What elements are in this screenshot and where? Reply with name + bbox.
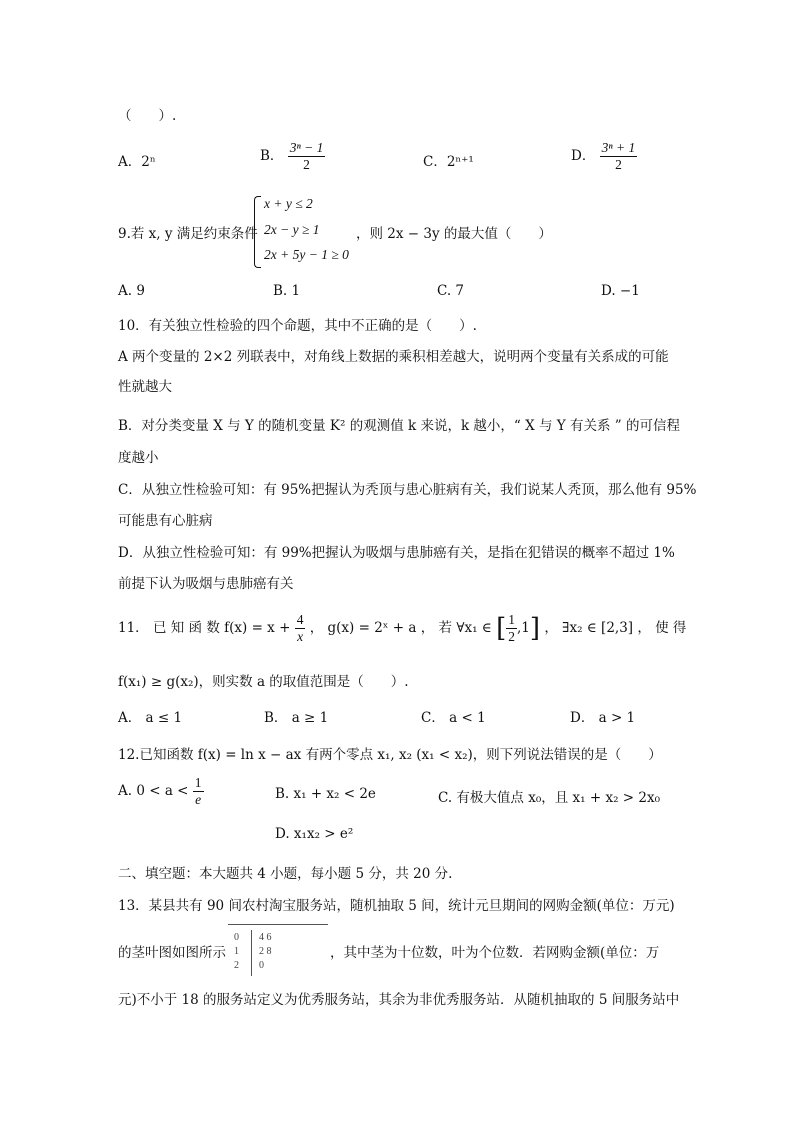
stem-0: 0 — [234, 932, 239, 943]
q10-option-c-line1: C．从独立性检验可知：有 95%把握认为秃顶与患心脏病有关，我们说某人秃顶，那么他有 95% — [118, 482, 697, 498]
q11-half-denominator: 2 — [508, 629, 515, 644]
q12-option-c: C. 有极大值点 x₀，且 x₁ + x₂ > 2x₀ — [438, 790, 660, 806]
q11-f-fraction — [295, 612, 306, 645]
q12-option-a-fraction — [193, 775, 204, 808]
q9-constraint-brace — [254, 196, 261, 268]
q8-answer-paren: （ ）. — [118, 108, 177, 124]
q11-option-c: C． a < 1 — [421, 710, 486, 726]
q8-option-b-label: B． — [260, 148, 284, 164]
q10-option-a-line1: A 两个变量的 2×2 列联表中，对角线上数据的乘积相差越大，说明两个变量有关系成的可能 — [118, 349, 669, 365]
q10-option-b-line2: 度越小 — [118, 450, 159, 466]
q12-option-a — [118, 775, 204, 808]
stem-leaf-plot — [228, 924, 328, 976]
section-2-heading: 二、填空题：本大题共 4 小题，每小题 5 分，共 20 分. — [118, 866, 453, 882]
q8-option-d-label: D． — [571, 148, 596, 164]
q8-option-c: C．2ⁿ⁺¹ — [423, 154, 474, 170]
q8-option-d — [571, 140, 637, 173]
q12-option-a-label: A. 0 < a < — [118, 783, 189, 799]
q11-option-d: D． a > 1 — [570, 710, 636, 726]
leaves-1: 2 8 — [259, 946, 272, 957]
q9-option-d: D. −1 — [601, 283, 640, 299]
q11-f-def: 11． 已 知 函 数 f(x) = x + — [118, 620, 291, 636]
q8-option-a: A．2ⁿ — [118, 154, 156, 170]
q9-option-b: B. 1 — [273, 283, 301, 299]
q9-constraint-3: 2x + 5y − 1 ≥ 0 — [264, 247, 349, 262]
q9-constraint-1: x + y ≤ 2 — [264, 196, 313, 211]
q11-option-a: A． a ≤ 1 — [118, 710, 183, 726]
q11-interval-end: ,1 — [517, 620, 530, 636]
q9-constraint-2: 2x − y ≥ 1 — [264, 222, 320, 237]
q10-stem: 10．有关独立性检验的四个命题，其中不正确的是（ ）. — [118, 318, 477, 334]
stem-leaf-divider — [251, 930, 252, 976]
q9-lead: 9.若 x, y 满足约束条件 — [118, 226, 258, 242]
q10-option-d-line2: 前提下认为吸烟与患肺癌有关 — [118, 576, 294, 592]
q10-option-a-line2: 性就越大 — [118, 379, 172, 395]
q11-option-b: B． a ≥ 1 — [264, 710, 329, 726]
stem-leaf-top-rule — [228, 924, 328, 925]
q10-option-d-line1: D．从独立性检验可知：有 99%把握认为吸烟与患肺癌有关，是指在犯错误的概率不超过 1% — [118, 545, 675, 561]
q11-f-numerator: 4 — [296, 612, 304, 627]
q10-option-b-line1: B．对分类变量 X 与 Y 的随机变量 K² 的观测值 k 来说，k 越小，“ X 与 Y 有关系 ” 的可信程 — [118, 418, 680, 434]
q11-exists-clause: ， ∃x₂ ∈ [2,3] ， 使 得 — [544, 620, 687, 636]
q8-option-d-numerator: 3ⁿ + 1 — [601, 140, 636, 155]
q13-line3: 元)不小于 18 的服务站定义为优秀服务站，其余为非优秀服务站．从随机抽取的 5 间服务站中 — [118, 992, 680, 1008]
q11-g-def: ， g(x) = 2ˣ + a ， 若 ∀x₁ ∈ — [309, 620, 492, 636]
q9-option-c: C. 7 — [437, 283, 465, 299]
q8-option-b-fraction — [288, 140, 326, 173]
q10-option-c-line2: 可能患有心脏病 — [118, 513, 213, 529]
q8-option-b-numerator: 3ⁿ − 1 — [289, 140, 324, 155]
q8-option-d-fraction — [600, 140, 638, 173]
q9-option-a: A. 9 — [118, 283, 145, 299]
q11-half-fraction — [506, 612, 517, 645]
q9-tail: ，则 2x − 3y 的最大值（ ） — [356, 226, 552, 242]
q8-option-b — [260, 140, 325, 173]
q12-stem: 12.已知函数 f(x) = ln x − ax 有两个零点 x₁, x₂ (x₁ < x₂)，则下列说法错误的是（ ） — [118, 747, 662, 763]
q13-line2-end: ，其中茎为十位数，叶为个位数．若网购金额(单位：万 — [330, 945, 660, 961]
q8-option-b-denominator: 2 — [303, 157, 310, 172]
q12-option-b: B. x₁ + x₂ < 2e — [275, 786, 376, 802]
leaves-2: 0 — [259, 960, 264, 971]
q11-line1 — [118, 612, 686, 645]
q11-right-bracket: ] — [529, 613, 541, 644]
stem-1: 1 — [234, 946, 239, 957]
q11-half-numerator: 1 — [508, 612, 515, 627]
q13-line2-start: 的茎叶图如图所示 — [118, 945, 226, 961]
stem-2: 2 — [234, 960, 239, 971]
q12-option-a-denominator: e — [195, 792, 202, 807]
q11-line2: f(x₁) ≥ g(x₂)，则实数 a 的取值范围是（ ）. — [118, 674, 409, 690]
q13-line1: 13．某县共有 90 间农村淘宝服务站，随机抽取 5 间，统计元旦期间的网购金额(单位：万元) — [118, 898, 675, 914]
q12-option-a-numerator: 1 — [194, 775, 202, 790]
q8-option-d-denominator: 2 — [615, 157, 622, 172]
leaves-0: 4 6 — [259, 932, 272, 943]
q11-left-bracket: [ — [496, 613, 507, 644]
q12-option-d: D. x₁x₂ > e² — [275, 826, 354, 842]
q11-f-denominator: x — [297, 629, 304, 644]
